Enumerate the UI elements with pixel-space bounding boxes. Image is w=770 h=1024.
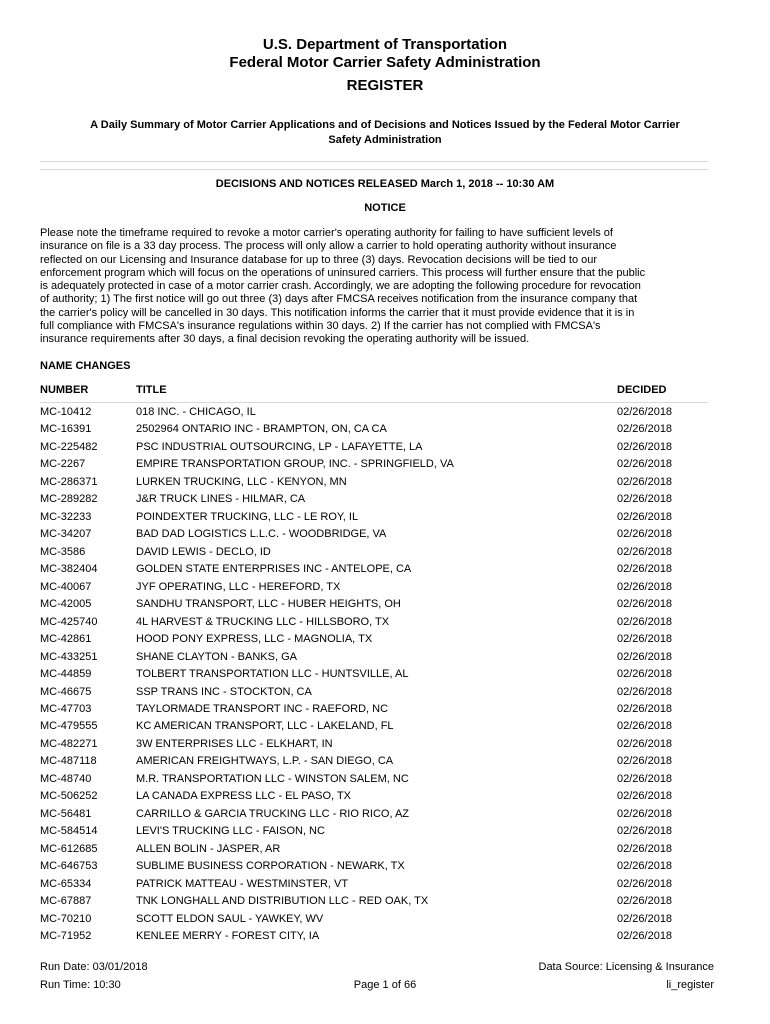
carrier-number: MC-34207: [40, 528, 92, 541]
carrier-number: MC-71952: [40, 930, 92, 943]
decided-date: 02/26/2018: [617, 458, 673, 471]
table-row: [0, 666, 770, 683]
carrier-number: MC-433251: [40, 650, 98, 663]
notice-line: reflected on our Licensing and Insurance database for up to three (3) days. Revocation decisions will be tied to our: [40, 253, 598, 266]
table-row: [0, 876, 770, 893]
table-row: [0, 509, 770, 526]
carrier-number: MC-425740: [40, 615, 98, 628]
carrier-title: M.R. TRANSPORTATION LLC - WINSTON SALEM, NC: [136, 772, 409, 785]
notice-body: [40, 227, 712, 347]
notice-line: Please note the timeframe required to revoke a motor carrier's operating authority for failing to have sufficient levels of: [40, 227, 613, 239]
table-row: [0, 753, 770, 770]
carrier-number: MC-42005: [40, 598, 92, 611]
header-divider: [40, 402, 708, 403]
table-row: [0, 544, 770, 561]
decided-date: 02/26/2018: [617, 406, 673, 418]
decided-date: 02/26/2018: [617, 545, 673, 558]
carrier-title: KENLEE MERRY - FOREST CITY, IA: [136, 930, 320, 943]
decided-date: 02/26/2018: [617, 563, 673, 576]
carrier-number: MC-40067: [40, 580, 92, 593]
carrier-number: MC-56481: [40, 807, 92, 820]
carrier-title: TOLBERT TRANSPORTATION LLC - HUNTSVILLE, AL: [136, 668, 409, 681]
carrier-number: MC-10412: [40, 406, 92, 418]
name-changes-table: [0, 404, 770, 946]
carrier-title: PATRICK MATTEAU - WESTMINSTER, VT: [136, 877, 349, 890]
table-row: [0, 439, 770, 456]
carrier-title: LURKEN TRUCKING, LLC - KENYON, MN: [136, 475, 347, 488]
column-header-title: TITLE: [136, 384, 167, 396]
table-row: [0, 893, 770, 910]
data-source: Data Source: Licensing & Insurance: [538, 961, 714, 973]
carrier-number: MC-16391: [40, 423, 92, 436]
table-row: [0, 421, 770, 438]
carrier-number: MC-42861: [40, 633, 92, 646]
decided-date: 02/26/2018: [617, 895, 673, 908]
table-row: [0, 579, 770, 596]
carrier-number: MC-612685: [40, 842, 98, 855]
description-line: A Daily Summary of Motor Carrier Applications and of Decisions and Notices Issued by the Federal Motor Carrier: [90, 119, 680, 131]
carrier-number: MC-47703: [40, 702, 92, 715]
register-description: [40, 118, 730, 148]
notice-line: is adequately protected in case of a motor carrier crash. Accordingly, we are adopting the following procedure for revocation: [40, 280, 641, 293]
carrier-number: MC-289282: [40, 493, 98, 506]
carrier-number: MC-506252: [40, 790, 98, 803]
carrier-title: EMPIRE TRANSPORTATION GROUP, INC. - SPRINGFIELD, VA: [136, 458, 454, 471]
carrier-number: MC-70210: [40, 912, 92, 925]
carrier-number: MC-479555: [40, 720, 98, 733]
carrier-title: KC AMERICAN TRANSPORT, LLC - LAKELAND, FL: [136, 720, 394, 733]
report-id: li_register: [666, 979, 714, 991]
decided-date: 02/26/2018: [617, 825, 673, 838]
table-row: [0, 684, 770, 701]
table-row: [0, 614, 770, 631]
carrier-number: MC-3586: [40, 545, 86, 558]
decided-date: 02/26/2018: [617, 528, 673, 541]
carrier-title: CARRILLO & GARCIA TRUCKING LLC - RIO RICO, AZ: [136, 807, 410, 820]
section-title: NAME CHANGES: [40, 360, 131, 372]
carrier-number: MC-382404: [40, 563, 98, 576]
decided-date: 02/26/2018: [617, 650, 673, 663]
carrier-title: TAYLORMADE TRANSPORT INC - RAEFORD, NC: [136, 702, 389, 715]
release-heading: DECISIONS AND NOTICES RELEASED March 1, 2018 -- 10:30 AM: [215, 178, 555, 190]
decided-date: 02/26/2018: [617, 755, 673, 768]
table-row: [0, 561, 770, 578]
decided-date: 02/26/2018: [617, 493, 673, 506]
decided-date: 02/26/2018: [617, 772, 673, 785]
document-title: REGISTER: [346, 77, 424, 94]
decided-date: 02/26/2018: [617, 790, 673, 803]
table-row: [0, 526, 770, 543]
carrier-number: MC-65334: [40, 877, 92, 890]
column-header-decided: DECIDED: [617, 384, 667, 396]
carrier-title: POINDEXTER TRUCKING, LLC - LE ROY, IL: [136, 510, 359, 523]
decided-date: 02/26/2018: [617, 930, 673, 943]
carrier-title: HOOD PONY EXPRESS, LLC - MAGNOLIA, TX: [136, 633, 373, 646]
carrier-title: GOLDEN STATE ENTERPRISES INC - ANTELOPE, CA: [136, 563, 412, 576]
table-row: [0, 928, 770, 945]
divider: [40, 169, 708, 170]
table-row: [0, 701, 770, 718]
carrier-title: JYF OPERATING, LLC - HEREFORD, TX: [136, 580, 341, 593]
divider: [40, 161, 708, 162]
carrier-title: SHANE CLAYTON - BANKS, GA: [136, 650, 297, 663]
table-row: [0, 456, 770, 473]
table-row: [0, 841, 770, 858]
table-row: [0, 771, 770, 788]
carrier-title: J&R TRUCK LINES - HILMAR, CA: [136, 493, 306, 506]
decided-date: 02/26/2018: [617, 475, 673, 488]
carrier-title: 4L HARVEST & TRUCKING LLC - HILLSBORO, TX: [136, 615, 390, 628]
carrier-title: SCOTT ELDON SAUL - YAWKEY, WV: [136, 912, 324, 925]
carrier-title: SUBLIME BUSINESS CORPORATION - NEWARK, TX: [136, 860, 405, 873]
decided-date: 02/26/2018: [617, 912, 673, 925]
carrier-title: 2502964 ONTARIO INC - BRAMPTON, ON, CA CA: [136, 423, 387, 436]
page-number: Page 1 of 66: [353, 979, 417, 991]
carrier-number: MC-2267: [40, 458, 86, 471]
decided-date: 02/26/2018: [617, 702, 673, 715]
carrier-title: SANDHU TRANSPORT, LLC - HUBER HEIGHTS, OH: [136, 598, 401, 611]
agency-subtitle: Federal Motor Carrier Safety Administration: [229, 54, 541, 71]
carrier-number: MC-584514: [40, 825, 98, 838]
decided-date: 02/26/2018: [617, 737, 673, 750]
decided-date: 02/26/2018: [617, 423, 673, 436]
table-row: [0, 474, 770, 491]
description-line: Safety Administration: [328, 134, 442, 146]
table-row: [0, 788, 770, 805]
decided-date: 02/26/2018: [617, 598, 673, 611]
run-date: Run Date: 03/01/2018: [40, 961, 148, 973]
decided-date: 02/26/2018: [617, 633, 673, 646]
carrier-number: MC-286371: [40, 475, 98, 488]
notice-line: of authority; 1) The first notice will go out three (3) days after FMCSA receives notification from the insurance company that: [40, 293, 638, 306]
carrier-number: MC-44859: [40, 668, 92, 681]
table-row: [0, 596, 770, 613]
table-row: [0, 404, 770, 421]
carrier-number: MC-46675: [40, 685, 92, 698]
notice-line: insurance on file is a 33 day process. The process will only allow a carrier to hold operating authority without insurance: [40, 240, 617, 253]
carrier-title: LA CANADA EXPRESS LLC - EL PASO, TX: [136, 790, 351, 803]
carrier-number: MC-225482: [40, 440, 98, 453]
notice-line: insurance requirements after 30 days, a final decision revoking the operating authority will be issued.: [40, 333, 530, 346]
decided-date: 02/26/2018: [617, 720, 673, 733]
carrier-number: MC-482271: [40, 737, 98, 750]
carrier-number: MC-67887: [40, 895, 92, 908]
carrier-number: MC-48740: [40, 772, 92, 785]
decided-date: 02/26/2018: [617, 668, 673, 681]
carrier-title: LEVI'S TRUCKING LLC - FAISON, NC: [136, 825, 325, 838]
run-time: Run Time: 10:30: [40, 979, 121, 991]
carrier-title: SSP TRANS INC - STOCKTON, CA: [136, 685, 312, 698]
notice-line: enforcement program which will focus on the operations of uninsured carriers. This process will further ensure that the public: [40, 266, 646, 279]
decided-date: 02/26/2018: [617, 615, 673, 628]
carrier-title: ALLEN BOLIN - JASPER, AR: [136, 842, 281, 855]
table-row: [0, 736, 770, 753]
decided-date: 02/26/2018: [617, 510, 673, 523]
carrier-title: AMERICAN FREIGHTWAYS, L.P. - SAN DIEGO, CA: [136, 755, 394, 768]
notice-line: full compliance with FMCSA's insurance regulations within 30 days. 2) If the carrier has not complied with FMCSA's: [40, 320, 601, 333]
carrier-number: MC-487118: [40, 755, 97, 768]
table-row: [0, 806, 770, 823]
table-row: [0, 911, 770, 928]
decided-date: 02/26/2018: [617, 842, 673, 855]
notice-line: the carrier's policy will be cancelled in 30 days. This notification informs the carrier that it must provide evidence that it is in: [40, 306, 635, 319]
table-row: [0, 823, 770, 840]
decided-date: 02/26/2018: [617, 580, 673, 593]
decided-date: 02/26/2018: [617, 440, 673, 453]
carrier-title: TNK LONGHALL AND DISTRIBUTION LLC - RED OAK, TX: [136, 895, 429, 908]
carrier-title: 3W ENTERPRISES LLC - ELKHART, IN: [136, 737, 333, 750]
decided-date: 02/26/2018: [617, 860, 673, 873]
carrier-title: BAD DAD LOGISTICS L.L.C. - WOODBRIDGE, VA: [136, 528, 387, 541]
decided-date: 02/26/2018: [617, 685, 673, 698]
agency-title: U.S. Department of Transportation: [262, 36, 508, 53]
carrier-title: PSC INDUSTRIAL OUTSOURCING, LP - LAFAYETTE, LA: [136, 440, 423, 453]
table-row: [0, 491, 770, 508]
table-row: [0, 631, 770, 648]
table-row: [0, 649, 770, 666]
decided-date: 02/26/2018: [617, 877, 673, 890]
carrier-number: MC-646753: [40, 860, 98, 873]
column-header-number: NUMBER: [40, 384, 89, 396]
notice-heading: NOTICE: [364, 202, 406, 214]
carrier-number: MC-32233: [40, 510, 92, 523]
table-row: [0, 858, 770, 875]
decided-date: 02/26/2018: [617, 807, 673, 820]
carrier-title: 018 INC. - CHICAGO, IL: [136, 406, 256, 418]
table-row: [0, 718, 770, 735]
carrier-title: DAVID LEWIS - DECLO, ID: [136, 545, 271, 558]
